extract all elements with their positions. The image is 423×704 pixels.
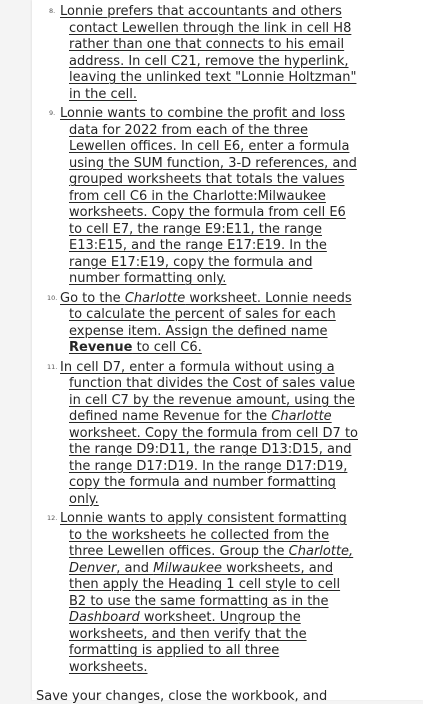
step-9 bbox=[32, 106, 409, 288]
text-run: Go to the bbox=[60, 290, 125, 306]
text-run: to cell C6. bbox=[132, 340, 202, 355]
text-run: three Lewellen offices. Group the bbox=[69, 544, 289, 559]
step-line: worksheet. Copy the formula from cell D7 to bbox=[69, 425, 359, 441]
step-line: data for 2022 from each of the three bbox=[69, 122, 309, 138]
step-line: the range D9:D11, the range D13:D15, and bbox=[69, 442, 352, 457]
sheet-name-charlotte: Charlotte, bbox=[288, 544, 354, 559]
step-line: rather than one that connects to his email bbox=[69, 37, 345, 52]
text-run: worksheet. Lonnie needs bbox=[185, 290, 352, 306]
step-line bbox=[60, 409, 409, 426]
step-line: Lewellen offices. In cell E6, enter a formula bbox=[69, 139, 350, 154]
step-text bbox=[60, 106, 409, 288]
step-line: using the SUM function, 3-D references, and bbox=[69, 155, 357, 171]
step-line: the range D17:D19. In the range D17:D19, bbox=[69, 458, 348, 474]
step-number: 9. bbox=[49, 109, 56, 117]
step-line: to the worksheets he collected from the bbox=[69, 527, 330, 543]
step-line: only. bbox=[69, 491, 99, 507]
step-text bbox=[60, 4, 409, 103]
step-line: worksheets. bbox=[69, 659, 148, 675]
step-line: Lonnie wants to apply consistent formatting bbox=[60, 511, 347, 526]
text-run: defined name Revenue for the bbox=[69, 409, 272, 424]
step-line: B2 to use the same formatting as in the bbox=[69, 593, 329, 609]
step-line: Lonnie wants to combine the profit and loss bbox=[60, 106, 346, 121]
step-11 bbox=[32, 360, 409, 509]
sheet-name-charlotte: Charlotte bbox=[124, 290, 186, 306]
step-line: formatting is applied to all three bbox=[69, 643, 280, 658]
step-text bbox=[60, 511, 409, 676]
step-line: grouped worksheets that totals the values bbox=[69, 172, 345, 187]
defined-name-revenue: Revenue bbox=[69, 340, 133, 355]
step-line: Lonnie prefers that accountants and others bbox=[60, 4, 342, 19]
step-line: in cell C7 by the revenue amount, using the bbox=[69, 392, 355, 408]
step-8 bbox=[32, 4, 409, 103]
step-line: then apply the Heading 1 cell style to cell bbox=[69, 577, 341, 592]
step-line: worksheets. Copy the formula from cell E6 bbox=[69, 205, 346, 220]
text-run: worksheets, and bbox=[221, 560, 334, 576]
step-line bbox=[60, 544, 409, 561]
text-run: worksheet. Ungroup the bbox=[139, 610, 301, 625]
step-number: 12. bbox=[47, 514, 58, 522]
sheet-name-milwaukee: Milwaukee bbox=[153, 560, 222, 576]
step-line: leaving the unlinked text "Lonnie Holtzman" bbox=[69, 70, 357, 85]
step-line: range E17:E19, copy the formula and bbox=[69, 254, 313, 270]
step-number: 10. bbox=[47, 293, 58, 302]
step-line: expense item. Assign the defined name bbox=[69, 323, 328, 339]
step-line: number formatting only. bbox=[69, 271, 227, 286]
step-line bbox=[60, 610, 409, 627]
step-line: E13:E15, and the range E17:E19. In the bbox=[69, 238, 327, 253]
step-12 bbox=[32, 511, 409, 676]
step-line: worksheets, and then verify that the bbox=[69, 626, 307, 642]
sheet-name-denver: Denver bbox=[69, 560, 117, 576]
step-line: from cell C6 in the Charlotte:Milwaukee bbox=[69, 188, 326, 204]
step-number: 8. bbox=[49, 7, 56, 15]
step-line: address. In cell C21, remove the hyperlink, bbox=[69, 53, 349, 69]
step-line: function that divides the Cost of sales value bbox=[69, 376, 356, 391]
step-line: copy the formula and number formatting bbox=[69, 475, 336, 490]
step-number: 11. bbox=[47, 362, 58, 371]
step-line bbox=[60, 340, 409, 357]
step-line: contact Lewellen through the link in cell H8 bbox=[69, 20, 352, 36]
step-line: in the cell. bbox=[69, 86, 137, 102]
step-line: to cell E7, the range E9:E11, the range bbox=[69, 221, 322, 237]
step-line bbox=[60, 561, 409, 578]
step-10 bbox=[32, 291, 409, 357]
step-line: to calculate the percent of sales for each bbox=[69, 307, 336, 322]
step-text bbox=[60, 291, 409, 357]
sheet-name-charlotte: Charlotte bbox=[271, 409, 332, 424]
step-text bbox=[60, 360, 409, 509]
steps-list bbox=[32, 0, 423, 676]
step-line bbox=[60, 291, 409, 308]
step-line: In cell D7, enter a formula without using a bbox=[60, 359, 335, 375]
text-run: , and bbox=[116, 560, 154, 576]
next-instruction-partial: Save your changes, close the workbook, and bbox=[36, 689, 328, 704]
sheet-name-dashboard: Dashboard bbox=[69, 610, 140, 625]
instructions-panel bbox=[32, 0, 423, 700]
